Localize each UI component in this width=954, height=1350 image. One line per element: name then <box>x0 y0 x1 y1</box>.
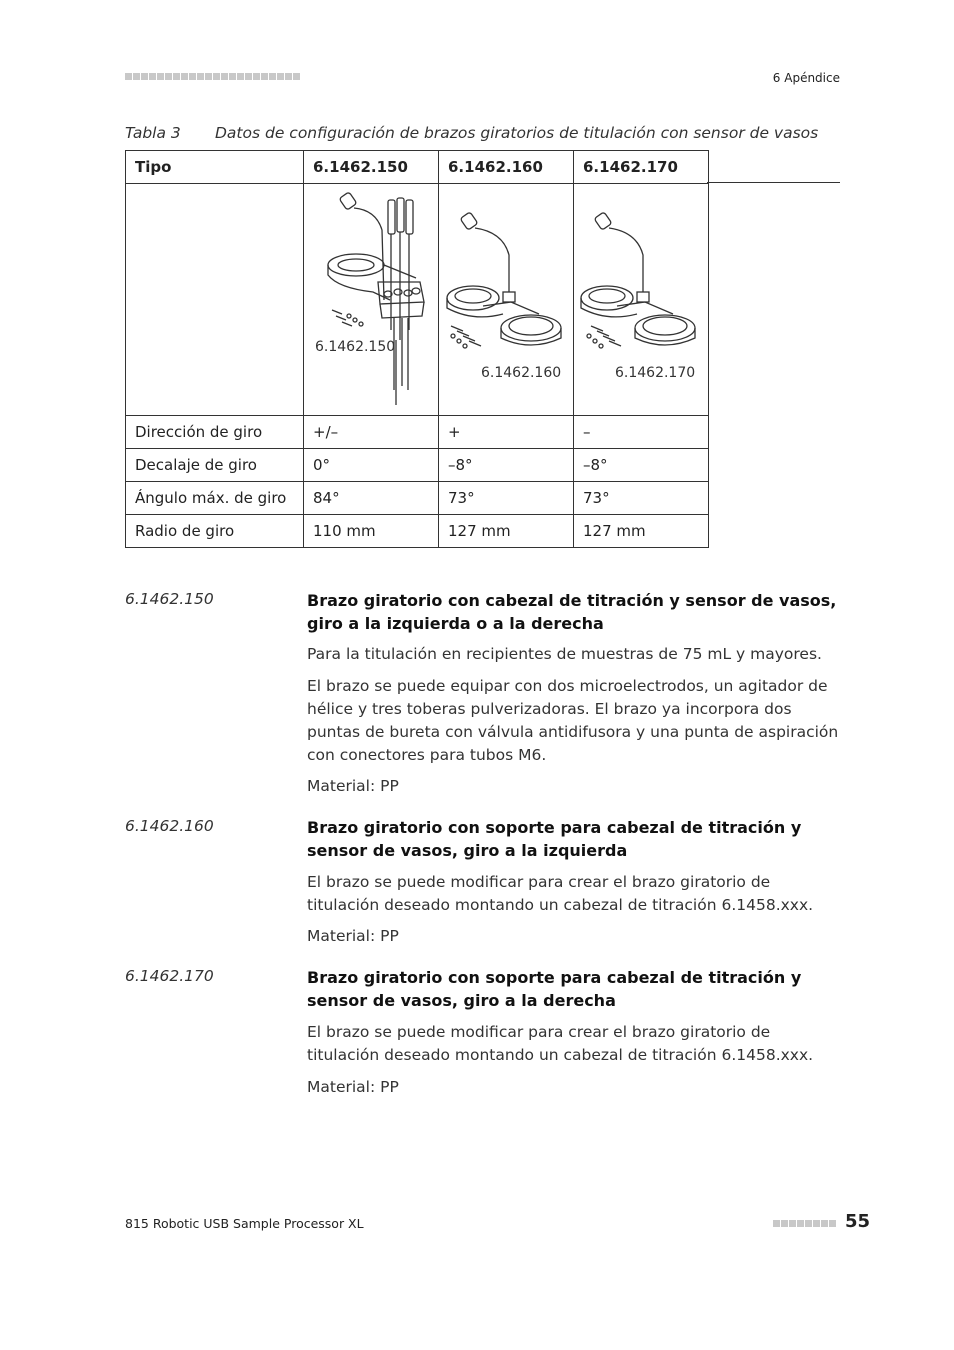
entry-title: Brazo giratorio con soporte para cabezal de titración y sensor de vasos, giro a la izquierda <box>307 818 802 860</box>
entry-code: 6.1462.170 <box>125 967 214 985</box>
header-cell-170: 6.1462.170 <box>574 151 709 184</box>
cell-value: 73° <box>574 482 709 515</box>
table-row <box>126 482 709 515</box>
row-label: Decalaje de giro <box>126 449 304 482</box>
entry-code: 6.1462.160 <box>125 817 214 835</box>
entry-paragraph: Material: PP <box>307 927 399 945</box>
entry-paragraph: Material: PP <box>307 1078 399 1096</box>
table-row <box>126 449 709 482</box>
row-label: Ángulo máx. de giro <box>126 482 304 515</box>
cell-value: + <box>439 416 574 449</box>
cell-value: –8° <box>439 449 574 482</box>
cell-value: 0° <box>304 449 439 482</box>
image-row-label-cell <box>126 184 304 416</box>
table-row <box>126 416 709 449</box>
swing-arm-150-illustration <box>318 190 433 410</box>
header-cell-150: 6.1462.150 <box>304 151 439 184</box>
entry-paragraph: El brazo se puede modificar para crear el brazo giratorio de titulación deseado montando un cabezal de titración 6.1458.xxx. <box>307 873 814 914</box>
cell-value: – <box>574 416 709 449</box>
cell-value: 84° <box>304 482 439 515</box>
table-row <box>126 515 709 548</box>
entry-paragraph: El brazo se puede equipar con dos microelectrodos, un agitador de hélice y tres toberas pulverizadoras. El brazo ya incorpora dos puntas de bureta con válvula antidifusora y una punta de aspiración con conectores para tubos M6. <box>307 677 839 764</box>
table-number: Tabla 3 <box>125 124 181 142</box>
row-label: Dirección de giro <box>126 416 304 449</box>
footer-product-name: 815 Robotic USB Sample Processor XL <box>125 1216 364 1231</box>
table-caption <box>125 124 818 142</box>
swing-arm-170-illustration <box>577 210 702 360</box>
swing-arm-160-illustration <box>443 210 568 360</box>
footer-decoration <box>773 1220 836 1227</box>
entry-paragraph: El brazo se puede modificar para crear el brazo giratorio de titulación deseado montando un cabezal de titración 6.1458.xxx. <box>307 1023 814 1064</box>
header-cell-160: 6.1462.160 <box>439 151 574 184</box>
entry-title: Brazo giratorio con soporte para cabezal de titración y sensor de vasos, giro a la derecha <box>307 968 802 1010</box>
header-cell-type: Tipo <box>126 151 304 184</box>
row-label: Radio de giro <box>126 515 304 548</box>
section-title: 6 Apéndice <box>772 71 840 85</box>
image-label-170: 6.1462.170 <box>615 365 696 381</box>
cell-value: 127 mm <box>439 515 574 548</box>
header-rule <box>707 182 840 183</box>
entry-paragraph: Material: PP <box>307 777 399 795</box>
entry-title: Brazo giratorio con cabezal de titración y sensor de vasos, giro a la izquierda o a la derecha <box>307 591 837 633</box>
cell-value: +/– <box>304 416 439 449</box>
cell-value: 110 mm <box>304 515 439 548</box>
cell-value: 127 mm <box>574 515 709 548</box>
page-number: 55 <box>845 1211 871 1232</box>
entry-paragraph: Para la titulación en recipientes de muestras de 75 mL y mayores. <box>307 645 822 663</box>
table-header-row <box>126 151 709 184</box>
cell-value: 73° <box>439 482 574 515</box>
image-label-160: 6.1462.160 <box>481 365 562 381</box>
table-caption-text: Datos de configuración de brazos giratorios de titulación con sensor de vasos <box>215 124 819 142</box>
entry-code: 6.1462.150 <box>125 590 214 608</box>
image-label-150: 6.1462.150 <box>315 339 396 355</box>
header-decoration <box>125 73 300 80</box>
cell-value: –8° <box>574 449 709 482</box>
